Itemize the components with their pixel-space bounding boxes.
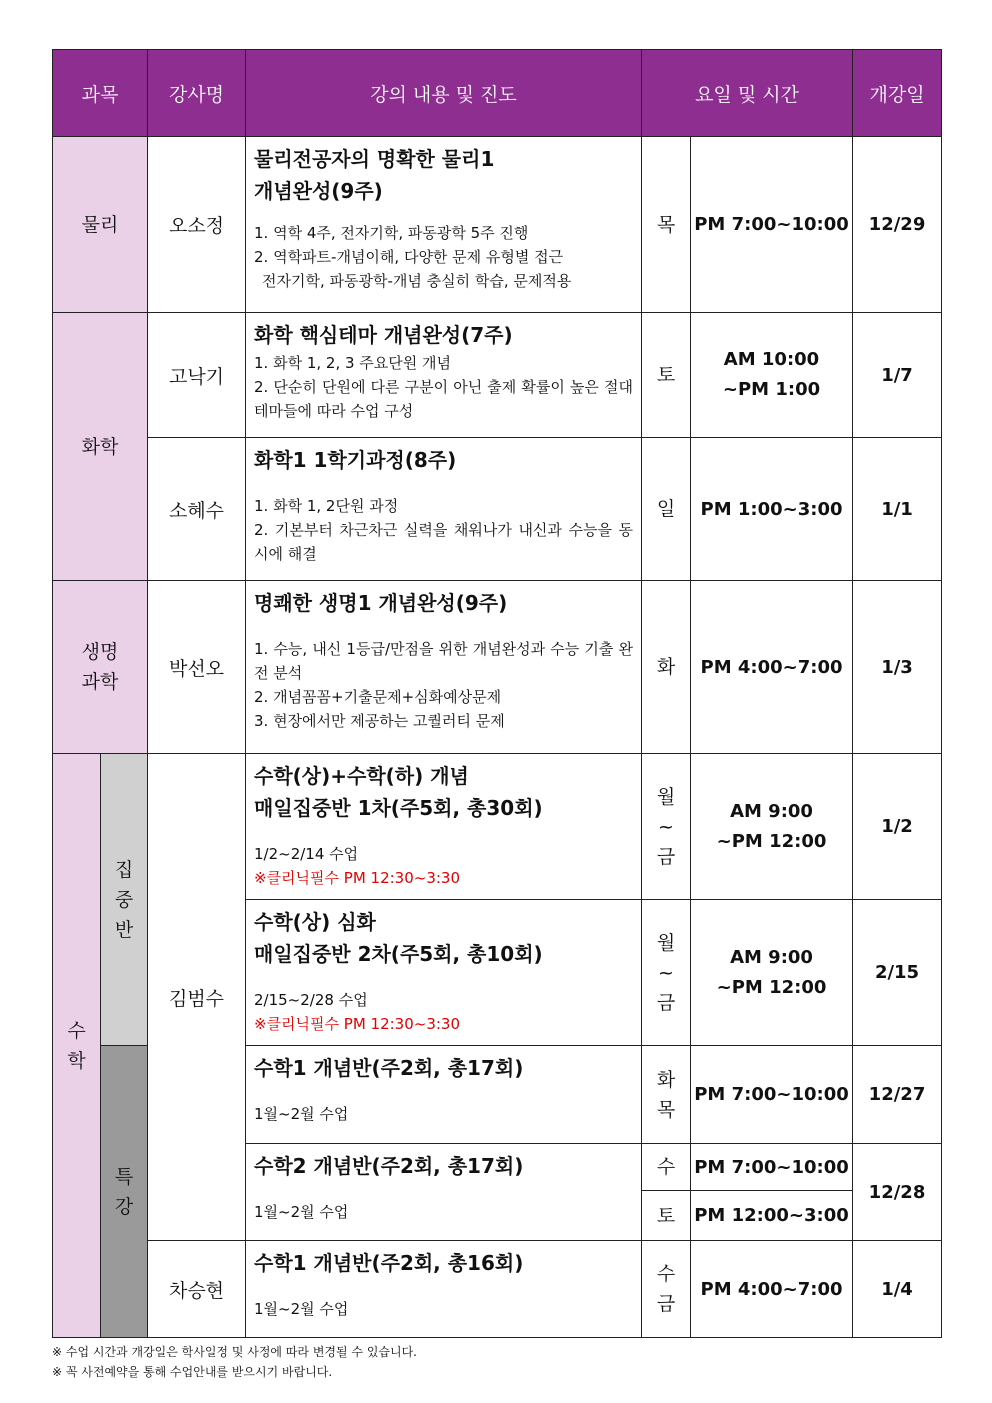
header-time: 요일 및 시간 <box>642 50 853 137</box>
class-time: PM 1:00~3:00 <box>691 438 853 581</box>
course-line: 전자기학, 파동광학-개념 충실히 학습, 문제적용 <box>262 272 572 290</box>
course-title: 개념완성(9주) <box>254 179 383 203</box>
table-row <box>53 313 942 438</box>
header-content: 강의 내용 및 진도 <box>246 50 642 137</box>
class-time-end: ~PM 12:00 <box>716 830 827 852</box>
subject-line: 수 <box>67 1019 86 1042</box>
class-day: 일 <box>642 438 691 581</box>
special-label <box>101 1046 148 1338</box>
course-title: 매일집중반 1차(주5회, 총30회) <box>254 796 543 820</box>
start-date: 2/15 <box>853 900 942 1046</box>
class-time: PM 7:00~10:00 <box>691 137 853 313</box>
day-char: 월 <box>656 785 676 808</box>
course-description <box>246 313 642 438</box>
course-description <box>246 137 642 313</box>
header-teacher: 강사명 <box>148 50 246 137</box>
header-row <box>53 50 942 137</box>
course-line: 1월~2월 수업 <box>254 1105 349 1123</box>
start-date: 1/7 <box>853 313 942 438</box>
day-char: 월 <box>656 931 676 954</box>
course-line: 1. 화학 1, 2, 3 주요단원 개념 <box>254 354 452 372</box>
course-description <box>246 438 642 581</box>
course-line: 3. 현장에서만 제공하는 고퀄러티 문제 <box>254 712 505 730</box>
subject-biology <box>53 581 148 754</box>
subject-line: 학 <box>67 1049 86 1072</box>
class-time: PM 12:00~3:00 <box>691 1191 853 1241</box>
course-description <box>246 900 642 1046</box>
class-time <box>691 754 853 900</box>
class-time-start: AM 10:00 <box>723 349 820 370</box>
footnote: ※ 수업 시간과 개강일은 학사일정 및 사정에 따라 변경될 수 있습니다. <box>52 1345 417 1359</box>
table-row <box>53 754 942 900</box>
start-date: 12/27 <box>853 1046 942 1144</box>
label-char: 특 <box>114 1165 134 1188</box>
class-day <box>642 900 691 1046</box>
course-title: 수학1 개념반(주2회, 총16회) <box>254 1251 524 1275</box>
footnote: ※ 꼭 사전예약을 통해 수업안내를 받으시기 바랍니다. <box>52 1365 333 1379</box>
start-date: 1/3 <box>853 581 942 754</box>
course-title: 매일집중반 2차(주5회, 총10회) <box>254 942 543 966</box>
course-description <box>246 1144 642 1241</box>
class-day: 수 <box>642 1144 691 1191</box>
course-line: 2. 단순히 단원에 다른 구분이 아닌 출제 확률이 높은 절대 테마들에 따라 수업 구성 <box>254 378 633 420</box>
start-date: 1/4 <box>853 1241 942 1338</box>
day-char: ~ <box>658 961 674 984</box>
class-time: PM 7:00~10:00 <box>691 1144 853 1191</box>
course-line: 1. 화학 1, 2단원 과정 <box>254 497 399 515</box>
class-time-start: AM 9:00 <box>730 800 813 822</box>
course-description <box>246 1046 642 1144</box>
course-title: 화학 핵심테마 개념완성(7주) <box>254 323 513 347</box>
class-day: 토 <box>642 313 691 438</box>
class-time: PM 4:00~7:00 <box>691 1241 853 1338</box>
class-time: PM 4:00~7:00 <box>691 581 853 754</box>
table-row <box>53 438 942 581</box>
start-date: 12/29 <box>853 137 942 313</box>
course-title: 수학(상) 심화 <box>254 910 376 934</box>
class-day: 목 <box>642 137 691 313</box>
label-char: 중 <box>114 888 134 911</box>
class-time <box>691 900 853 1046</box>
label-char: 강 <box>114 1195 134 1218</box>
clinic-note: ※클리닉필수 PM 12:30~3:30 <box>254 869 461 887</box>
subject-math <box>53 754 101 1338</box>
course-line: 2/15~2/28 수업 <box>254 991 368 1009</box>
class-day: 화 <box>642 581 691 754</box>
course-line: 1/2~2/14 수업 <box>254 845 359 863</box>
clinic-note: ※클리닉필수 PM 12:30~3:30 <box>254 1015 461 1033</box>
day-char: 금 <box>656 845 676 868</box>
day-char: 금 <box>656 1293 676 1315</box>
schedule-table <box>52 49 942 1338</box>
course-title: 수학(상)+수학(하) 개념 <box>254 764 469 788</box>
start-date: 12/28 <box>853 1144 942 1241</box>
class-day: 토 <box>642 1191 691 1241</box>
subject-line: 과학 <box>81 671 119 693</box>
class-time: PM 7:00~10:00 <box>691 1046 853 1144</box>
course-line: 1월~2월 수업 <box>254 1300 349 1318</box>
teacher-name: 박선오 <box>148 581 246 754</box>
table-row <box>53 581 942 754</box>
course-title: 물리전공자의 명확한 물리1 <box>254 147 495 171</box>
course-title: 수학2 개념반(주2회, 총17회) <box>254 1154 524 1178</box>
course-line: 1. 역학 4주, 전자기학, 파동광학 5주 진행 <box>254 224 529 242</box>
subject-physics: 물리 <box>53 137 148 313</box>
course-line: 2. 개념꼼꼼+기출문제+심화예상문제 <box>254 688 502 706</box>
course-line: 2. 기본부터 차근차근 실력을 채워나가 내신과 수능을 동시에 해결 <box>254 521 633 563</box>
table-row <box>53 137 942 313</box>
subject-line: 생명 <box>81 641 119 663</box>
class-time-end: ~PM 12:00 <box>716 976 827 998</box>
header-subject: 과목 <box>53 50 148 137</box>
day-char: 화 <box>656 1068 676 1091</box>
course-description <box>246 1241 642 1338</box>
teacher-name: 고낙기 <box>148 313 246 438</box>
course-title: 명쾌한 생명1 개념완성(9주) <box>254 591 508 615</box>
class-time-start: AM 9:00 <box>730 946 813 968</box>
table-row <box>53 1241 942 1338</box>
course-line: 1월~2월 수업 <box>254 1203 349 1221</box>
class-day <box>642 1046 691 1144</box>
intensive-label <box>101 754 148 1046</box>
day-char: ~ <box>658 815 674 838</box>
day-char: 목 <box>656 1098 676 1121</box>
class-time-end: ~PM 1:00 <box>722 379 821 400</box>
footnotes <box>52 1342 417 1382</box>
class-time <box>691 313 853 438</box>
course-title: 수학1 개념반(주2회, 총17회) <box>254 1056 524 1080</box>
course-description <box>246 754 642 900</box>
start-date: 1/2 <box>853 754 942 900</box>
subject-chemistry: 화학 <box>53 313 148 581</box>
day-char: 금 <box>656 991 676 1014</box>
teacher-name: 오소정 <box>148 137 246 313</box>
start-date: 1/1 <box>853 438 942 581</box>
teacher-name: 차승현 <box>148 1241 246 1338</box>
class-day <box>642 754 691 900</box>
teacher-name: 소혜수 <box>148 438 246 581</box>
label-char: 집 <box>114 858 134 881</box>
course-line: 1. 수능, 내신 1등급/만점을 위한 개념완성과 수능 기출 완전 분석 <box>254 640 633 682</box>
course-line: 2. 역학파트-개념이해, 다양한 문제 유형별 접근 <box>254 248 564 266</box>
course-description <box>246 581 642 754</box>
label-char: 반 <box>114 918 134 941</box>
course-title: 화학1 1학기과정(8주) <box>254 448 457 472</box>
day-char: 수 <box>656 1263 676 1285</box>
class-day <box>642 1241 691 1338</box>
teacher-name: 김범수 <box>148 754 246 1241</box>
header-start: 개강일 <box>853 50 942 137</box>
